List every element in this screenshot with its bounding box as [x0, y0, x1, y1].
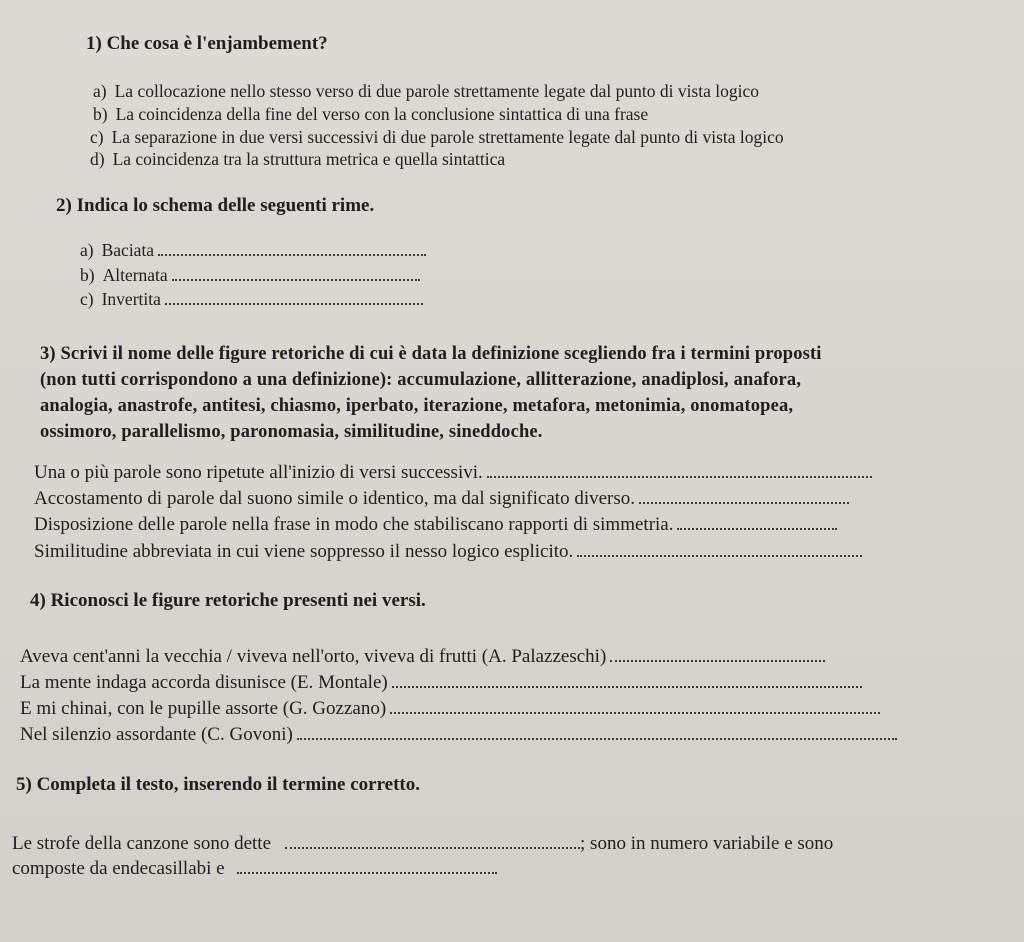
- answer-blank[interactable]: [487, 475, 872, 478]
- item-mark: a): [80, 240, 94, 260]
- answer-blank[interactable]: [639, 501, 849, 504]
- verse-text: Nel silenzio assordante (C. Govoni): [20, 724, 293, 745]
- item-text: Baciata: [101, 240, 155, 260]
- q4-verse-2: [20, 672, 862, 694]
- q3-definition-2: [34, 488, 849, 510]
- definition-text: Accostamento di parole dal suono simile o identico, ma dal significato diverso.: [34, 488, 635, 509]
- q1-option-b: [93, 104, 648, 125]
- item-mark: b): [80, 265, 95, 285]
- q4-title: 4) Riconosci le figure retoriche presenti nei versi.: [30, 590, 426, 611]
- q3-intro-line: (non tutti corrispondono a una definizione): accumulazione, allitterazione, anadiplosi, anafora,: [40, 370, 802, 390]
- q2-item-baciata: [80, 240, 426, 261]
- q5-line-2: [12, 858, 497, 880]
- answer-blank[interactable]: [158, 253, 426, 256]
- q3-definition-4: [34, 541, 862, 563]
- q3-intro-line: ossimoro, parallelismo, paronomasia, similitudine, sineddoche.: [40, 422, 543, 442]
- q3-intro-line: analogia, anastrofe, antitesi, chiasmo, iperbato, iterazione, metafora, metonimia, onomatopea,: [40, 396, 794, 416]
- q4-verse-1: [20, 646, 825, 668]
- answer-blank[interactable]: [165, 302, 423, 305]
- q1-option-a: [93, 81, 759, 102]
- answer-blank[interactable]: [577, 554, 862, 557]
- answer-blank[interactable]: [390, 711, 880, 714]
- answer-blank[interactable]: [237, 871, 497, 874]
- option-text: La coincidenza tra la struttura metrica e quella sintattica: [112, 149, 506, 169]
- option-mark: d): [90, 149, 105, 169]
- verse-text: E mi chinai, con le pupille assorte (G. Gozzano): [20, 698, 387, 719]
- option-text: La coincidenza della fine del verso con la conclusione sintattica di una frase: [115, 104, 649, 124]
- q1-option-d: [90, 149, 505, 170]
- q5-title: 5) Completa il testo, inserendo il termine corretto.: [16, 774, 421, 795]
- answer-blank[interactable]: [610, 659, 825, 662]
- q5-line-1: [12, 833, 833, 855]
- answer-blank[interactable]: [677, 527, 837, 530]
- definition-text: Disposizione delle parole nella frase in modo che stabiliscano rapporti di simmetria.: [34, 514, 674, 535]
- option-text: La separazione in due versi successivi di due parole strettamente legate dal punto di vista logico: [111, 127, 784, 147]
- q2-item-invertita: [80, 289, 423, 310]
- answer-blank[interactable]: [297, 737, 897, 740]
- option-mark: b): [93, 104, 108, 124]
- q2-title: 2) Indica lo schema delle seguenti rime.: [56, 195, 375, 216]
- definition-text: Una o più parole sono ripetute all'inizio di versi successivi.: [34, 462, 483, 483]
- q5-text-end: ; sono in numero variabile e sono: [580, 833, 834, 854]
- q3-definition-1: [34, 462, 872, 484]
- option-mark: a): [93, 81, 107, 101]
- q1-title: 1) Che cosa è l'enjambement?: [86, 33, 328, 54]
- q3-intro-line: 3) Scrivi il nome delle figure retoriche di cui è data la definizione scegliendo fra i termini proposti: [40, 344, 822, 364]
- option-mark: c): [90, 127, 104, 147]
- q5-text-start: Le strofe della canzone sono dette: [12, 833, 272, 854]
- answer-blank[interactable]: [172, 278, 420, 281]
- q4-verse-3: [20, 698, 880, 720]
- verse-text: Aveva cent'anni la vecchia / viveva nell'orto, viveva di frutti (A. Palazzeschi): [20, 646, 607, 667]
- answer-blank[interactable]: [285, 846, 580, 849]
- q5-text-start: composte da endecasillabi e: [12, 858, 225, 879]
- answer-blank[interactable]: [392, 685, 862, 688]
- item-mark: c): [80, 289, 94, 309]
- q2-item-alternata: [80, 265, 420, 286]
- item-text: Invertita: [101, 289, 161, 309]
- q4-verse-4: [20, 724, 897, 746]
- q1-option-c: [90, 127, 784, 148]
- item-text: Alternata: [102, 265, 168, 285]
- definition-text: Similitudine abbreviata in cui viene soppresso il nesso logico esplicito.: [34, 541, 574, 562]
- option-text: La collocazione nello stesso verso di due parole strettamente legate dal punto di vista logico: [114, 81, 759, 101]
- q3-definition-3: [34, 514, 837, 536]
- verse-text: La mente indaga accorda disunisce (E. Montale): [20, 672, 388, 693]
